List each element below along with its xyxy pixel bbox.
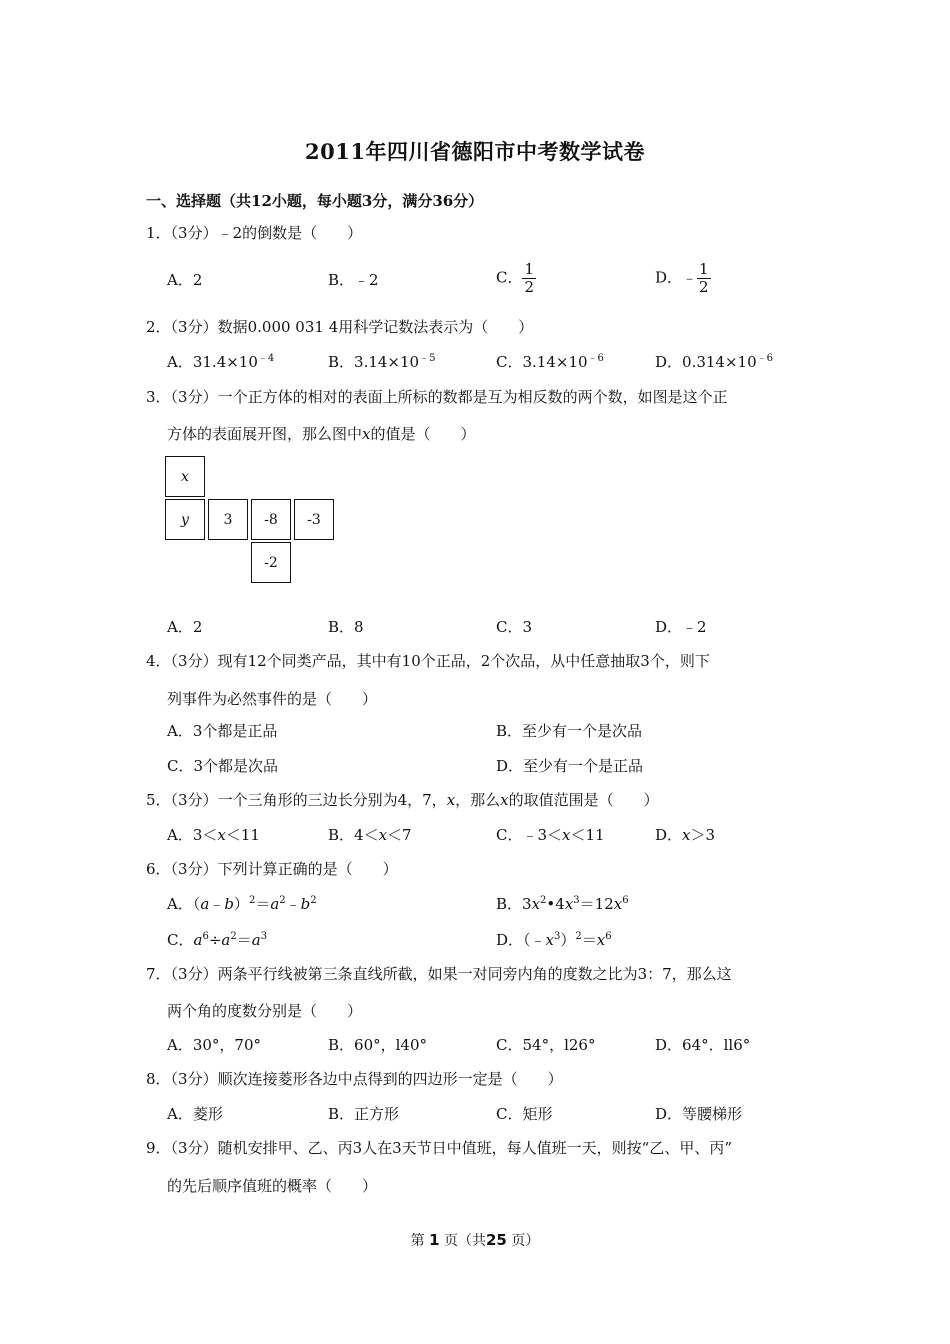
net-cell-y: y: [165, 499, 205, 540]
question-3-stem: 3．（3分）一个正方体的相对的表面上所标的数都是互为相反数的两个数，如图是这个正: [146, 388, 728, 406]
question-4-stem-cont: 列事件为必然事件的是（ ）: [167, 690, 378, 708]
question-2-stem: 2．（3分）数据0.000 031 4用科学记数法表示为（ ）: [146, 318, 534, 336]
total-pages: 25: [486, 1231, 507, 1249]
question-3-stem-cont: 方体的表面展开图，那么图中x的值是（ ）: [167, 425, 476, 443]
net-cell-neg2: -2: [251, 542, 291, 583]
question-7-stem-cont: 两个角的度数分别是（ ）: [167, 1002, 363, 1020]
q8-option-d: D．等腰梯形: [655, 1105, 743, 1123]
q5-option-b: B．4＜x＜7: [328, 826, 412, 844]
question-7-stem: 7．（3分）两条平行线被第三条直线所截，如果一对同旁内角的度数之比为3：7，那么这: [146, 965, 732, 983]
current-page: 1: [429, 1231, 440, 1249]
q4-option-c: C．3个都是次品: [167, 757, 279, 775]
q2-option-b: B．$3.14\times 10^{﹣5}$: [328, 353, 436, 371]
q1-option-d: D．﹣ $\frac{1}{2}$: [655, 260, 709, 296]
q6-option-d: D．$(﹣x^3)^2=x^6$: [496, 931, 612, 949]
q3-option-a: A．2: [167, 618, 203, 636]
q7-option-d: D．64°．ll6°: [655, 1036, 751, 1054]
q2-option-c: C．$3.14\times 10^{﹣6}$: [496, 353, 604, 371]
question-8-stem: 8．（3分）顺次连接菱形各边中点得到的四边形一定是（ ）: [146, 1070, 563, 1088]
q3-option-c: C．3: [496, 618, 533, 636]
q7-option-c: C．54°，l26°: [496, 1036, 596, 1054]
net-cell-neg3: -3: [294, 499, 334, 540]
cube-net-diagram: [165, 456, 340, 586]
net-cell-x: x: [165, 456, 205, 497]
q1-option-b: B．﹣2: [328, 271, 379, 289]
q8-option-b: B．正方形: [328, 1105, 400, 1123]
q7-option-b: B．60°，l40°: [328, 1036, 427, 1054]
page-footer: 第 1 页（共25 页）: [410, 1231, 540, 1249]
question-9-stem: 9．（3分）随机安排甲、乙、丙3人在3天节日中值班，每人值班一天，则按“乙、甲、丙”: [146, 1139, 733, 1157]
q7-option-a: A．30°，70°: [167, 1036, 262, 1054]
q3-option-b: B．8: [328, 618, 364, 636]
q2-option-a: A．$31.4\times 10^{﹣4}$: [167, 353, 275, 371]
question-4-stem: 4．（3分）现有12个同类产品，其中有10个正品，2个次品，从中任意抽取3个，则下: [146, 652, 710, 670]
q4-option-d: D．至少有一个是正品: [496, 757, 644, 775]
q8-option-c: C．矩形: [496, 1105, 553, 1123]
q8-option-a: A．菱形: [167, 1105, 223, 1123]
q5-option-c: C．﹣3＜x＜11: [496, 826, 605, 844]
q1-option-c: C． $\frac{1}{2}$: [496, 260, 535, 296]
q5-option-a: A．3＜x＜11: [167, 826, 260, 844]
q5-option-d: D．x＞3: [655, 826, 716, 844]
question-1-stem: 1．（3分）﹣2的倒数是（ ）: [146, 224, 363, 242]
q1-option-a: A．2: [167, 271, 203, 289]
question-5-stem: 5．（3分）一个三角形的三边长分别为4，7，x，那么x的取值范围是（ ）: [146, 791, 659, 809]
question-6-stem: 6．（3分）下列计算正确的是（ ）: [146, 860, 398, 878]
q4-option-b: B．至少有一个是次品: [496, 722, 643, 740]
net-cell-neg8: -8: [251, 499, 291, 540]
net-cell-3: 3: [208, 499, 248, 540]
fraction: $\frac{1}{2}$: [524, 260, 535, 296]
page-title: 2011年四川省德阳市中考数学试卷: [305, 139, 645, 164]
fraction: $\frac{1}{2}$: [699, 260, 709, 296]
question-9-stem-cont: 的先后顺序值班的概率（ ）: [167, 1177, 378, 1195]
q6-option-c: C．$a^6\div a^2=a^3$: [167, 931, 268, 949]
q3-option-d: D．﹣2: [655, 618, 707, 636]
q6-option-a: A．$(a﹣b)^2=a^2﹣b^2$: [167, 895, 317, 913]
q4-option-a: A．3个都是正品: [167, 722, 278, 740]
q2-option-d: D．$0.314\times 10^{﹣6}$: [655, 353, 773, 371]
q6-option-b: B．$3x^2•4x^3=12x^6$: [496, 895, 629, 913]
section-heading: 一、选择题（共12小题，每小题3分，满分36分）: [146, 192, 484, 210]
